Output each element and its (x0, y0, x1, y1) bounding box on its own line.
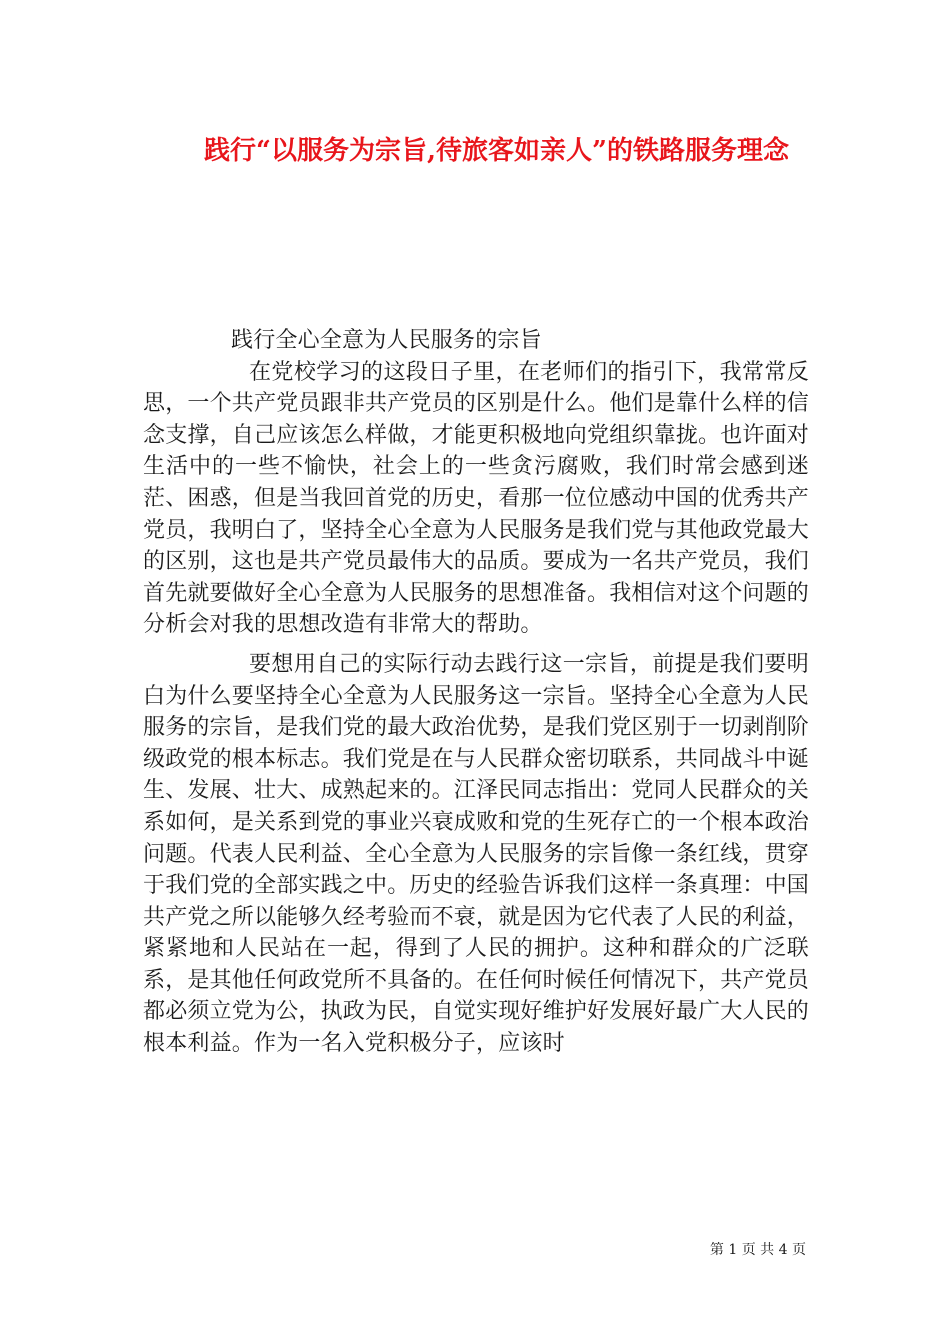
paragraph-1: 在党校学习的这段日子里，在老师们的指引下，我常常反思，一个共产党员跟非共产党员的区别是什么。他们是靠什么样的信念支撑，自己应该怎么样做，才能更积极地向党组织靠拢。也许面对生活中的一些不愉快，社会上的一些贪污腐败，我们时常会感到迷茫、困惑，但是当我回首党的历史，看那一位位感动中国的优秀共产党员，我明白了，坚持全心全意为人民服务是我们党与其他政党最大的区别，这也是共产党员最伟大的品质。要成为一名共产党员，我们首先就要做好全心全意为人民服务的思想准备。我相信对这个问题的分析会对我的思想改造有非常大的帮助。 (143, 359, 810, 638)
page-number-footer: 第 1 页 共 4 页 (709, 1242, 806, 1258)
document-body (143, 325, 809, 1068)
section-heading: 践行全心全意为人民服务的宗旨 (231, 328, 542, 353)
paragraph-2: 要想用自己的实际行动去践行这一宗旨，前提是我们要明白为什么要坚持全心全意为人民服务这一宗旨。坚持全心全意为人民服务的宗旨，是我们党的最大政治优势，是我们党区别于一切剥削阶级政党的根本标志。我们党是在与人民群众密切联系，共同战斗中诞生、发展、壮大、成熟起来的。江泽民同志指出：党同人民群众的关系如何，是关系到党的事业兴衰成败和党的生死存亡的一个根本政治问题。代表人民利益、全心全意为人民服务的宗旨像一条红线，贯穿于我们党的全部实践之中。历史的经验告诉我们这样一条真理：中国共产党之所以能够久经考验而不衰，就是因为它代表了人民的利益，紧紧地和人民站在一起，得到了人民的拥护。这种和群众的广泛联系，是其他任何政党所不具备的。在任何时候任何情况下，共产党员都必须立党为公，执政为民，自觉实现好维护好发展好最广大人民的根本利益。作为一名入党积极分子，应该时 (143, 651, 810, 1057)
page-title: 践行“以服务为宗旨,待旅客如亲人”的铁路服务理念 (204, 136, 789, 166)
